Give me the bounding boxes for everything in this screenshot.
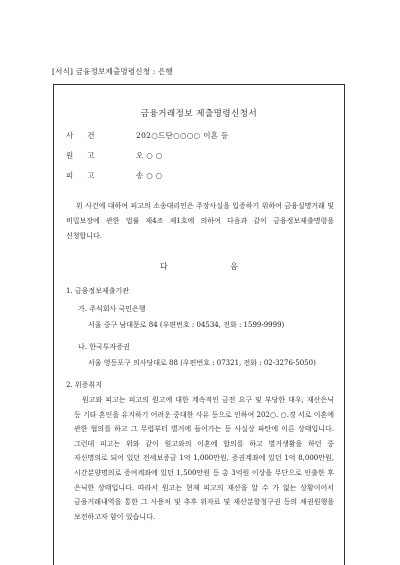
form-label: [서식] 금융정보제출명령신청 : 은행 <box>52 67 173 76</box>
section2-title: 2. 위증취지 <box>66 381 102 389</box>
plaintiff-row <box>66 150 163 161</box>
section1-title: 1. 금융정보제출기관 <box>66 287 129 295</box>
intro-paragraph: 위 사건에 대하여 피고의 소송대리인은 주장사실을 입증하기 위하여 금융실명거래 및 비밀보장에 관한 법률 제4조 제1호에 의하여 다음과 같이 금융정보제출명령을 신청합니다. <box>66 202 334 240</box>
institution-a-address: 서울 중구 남대문로 84 (우편번호 : 04534, 전화 : 1599-9999) <box>88 321 285 329</box>
case-value: 202○드단○○○○ 이혼 등 <box>136 131 229 140</box>
institution-b-address: 서울 영등포구 의사당대로 88 (우편번호 : 07321, 전화 : 02-3276-5050) <box>88 359 316 367</box>
defendant-row <box>66 170 163 181</box>
institution-b-name: 나. 한국투자증권 <box>78 343 130 351</box>
plaintiff-label: 원고 <box>66 151 109 160</box>
document-title: 금융거래정보 제출명령신청서 <box>140 109 258 119</box>
case-row <box>66 130 229 141</box>
defendant-label: 피고 <box>66 171 109 180</box>
plaintiff-value: 오 ○ ○ <box>136 151 163 160</box>
institution-a-name: 가. 주식회사 국민은행 <box>78 305 146 313</box>
section2-body: 원고와 피고는 피고의 원고에 대한 계속적인 금전 요구 및 부당한 대우, 재산은닉 등 기타 혼인을 유지하기 어려운 중대한 사유 등으로 인하여 202○. ○.경 서로 이혼에 관한 협의를 하고 그 무렵부터 별거에 들어가는 등 사실상 파탄에 이른 상태입니다. 그런데 피고는 위와 같이 원고와의 이혼에 합의를 하고 별거생활을 하던 중 자신명의로 되어 있던 전세보증금 1억 1,000만원, 증권계좌에 있던 1억 8,000만원, 시간분양명의로 증여계좌에 있던 1,500만원 등 총 3억원 이상을 무단으로 인출한 후 은닉한 상태입니다. 따라서 원고는 현재 피고의 재산을 알 수 가 없는 상황이어서 금융거래내역을 통한 그 사용처 및 추후 위자료 및 재산분할청구권 등의 채권원행을 보전하고자 함이 있습니다. <box>74 396 334 521</box>
case-label: 사건 <box>66 131 109 140</box>
section-heading: 다 음 <box>160 262 268 271</box>
defendant-value: 송 ○ ○ <box>136 171 163 180</box>
document-frame <box>53 84 345 565</box>
